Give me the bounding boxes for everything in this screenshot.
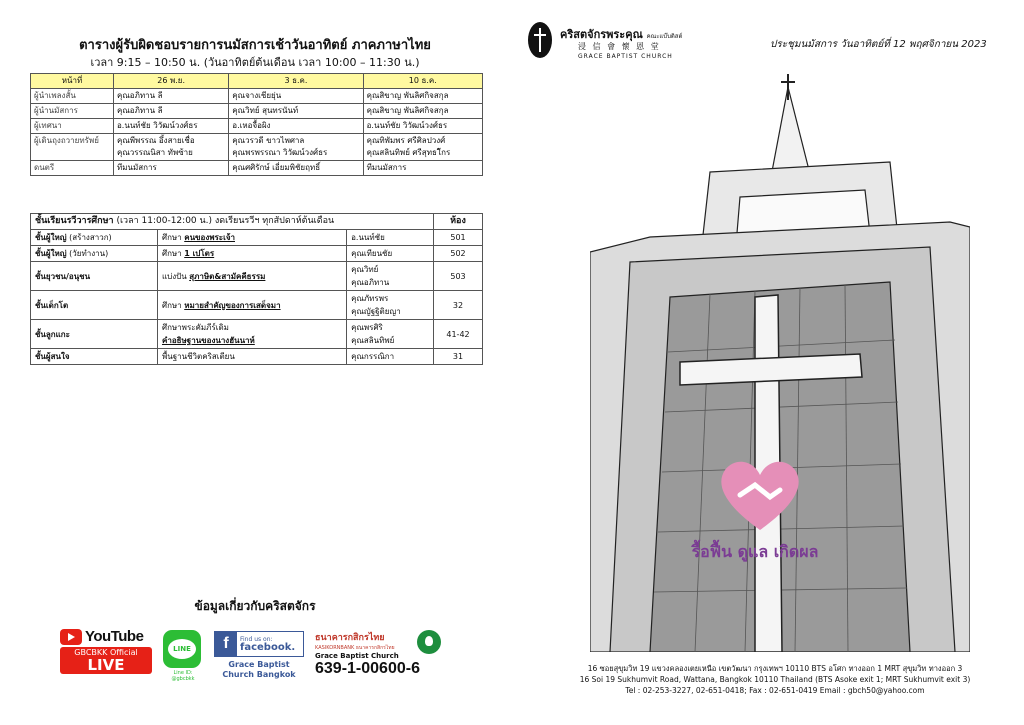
class-study [157,291,346,320]
cell-line: คุณพีพรรณ อึ้งสายเชื่อ [117,136,195,145]
study-topic: คนของพระเจ้า [184,233,235,242]
info-title: ข้อมูลเกี่ยวกับคริสตจักร [194,599,316,613]
class-teacher [347,262,434,291]
address-en: 16 Soi 19 Sukhumvit Road, Wattana, Bangkok 10110 Thailand (BTS Asoke exit 1; MRT Sukhumvit exit 3) [579,675,971,684]
role-cell: ดนตรี [31,161,114,176]
table-row [31,134,483,161]
church-name-cn: 浸 信 會 懷 恩 堂 [578,42,661,51]
cell: อ.นนท์ชัย วิวัฒน์วงศ์ธร [114,119,229,134]
youtube-icon [60,629,82,645]
classes-header-time: (เวลา 11:00-12:00 น.) งดเรียนรวีฯ ทุกสัปดาห์ต้นเดือน [116,216,335,226]
class-teacher: คุณเทียนชัย [347,246,434,262]
study-topic: 1 เปโตร [184,249,215,258]
bank-info [315,630,445,678]
class-room: 503 [434,262,483,291]
class-name-bold: ชั้นลูกแกะ [35,329,70,339]
header-date-2: 3 ธ.ค. [229,74,363,89]
table-row [31,161,483,176]
study-prefix: ศึกษาพระคัมภีร์เดิม [161,323,229,332]
study-topic: สุภาษิต&สามัคคีธรรม [189,271,266,281]
class-study [157,262,346,291]
class-teacher [347,320,434,349]
bank-account-number: 639-1-00600-6 [315,660,420,677]
role-cell: ผู้เทศนา [31,119,114,134]
class-study [157,320,346,349]
classes-table [30,213,483,365]
cell-line: คุณทิพัมพร ศรีศิลปวงศ์ [366,136,446,145]
class-name [31,320,158,349]
class-room: 32 [434,291,483,320]
teacher-line: คุณอภิทาน [351,278,390,287]
youtube-channel: GBCBKK Official [74,648,138,657]
contact-info: Tel : 02-253-3227, 02-651-0418; Fax : 02-651-0419 Email : gbch50@yahoo.com [625,686,925,695]
classes-header-row [31,214,483,230]
class-study: พื้นฐานชีวิตคริสเตียน [157,349,346,365]
church-name-th-main: คริสตจักรพระคุณ [560,28,643,41]
study-prefix: ศึกษา [161,249,182,258]
class-name [31,349,158,365]
table-row [31,246,483,262]
class-name-bold: ชั้นผู้ใหญ่ [35,249,67,258]
classes-header [31,214,434,230]
cell [229,134,363,161]
teacher-line: คุณวิทย์ [351,265,379,274]
teacher-line: คุณสลินทิพย์ [351,336,395,345]
class-room: 502 [434,246,483,262]
cell: ทีมนมัสการ [363,161,482,176]
line-wordmark: LINE [168,639,196,659]
study-topic: หมายสำคัญของการเสด็จมา [184,300,281,310]
teacher-line: คุณพรศิริ [351,323,383,332]
study-prefix: แบ่งปัน [161,271,187,281]
schedule-table [30,73,483,176]
class-name [31,246,158,262]
facebook-wordmark: facebook. [240,641,296,653]
study-topic: คำอธิษฐานของนางฮันนาห์ [161,336,255,345]
class-teacher: อ.นนท์ชัย [347,230,434,246]
address-th: 16 ซอยสุขุมวิท 19 แขวงคลองเตยเหนือ เขตวัฒนา กรุงเทพฯ 10110 BTS อโศก ทางออก 1 MRT สุขุมวิท ทางออก 3 [587,664,963,673]
cell: คุณสิขาญ พันลิศกิจสกุล [363,104,482,119]
cell: คุณอภิทาน ลี [114,104,229,119]
line-badge[interactable] [163,630,203,682]
study-prefix: ศึกษา [161,233,182,242]
church-name-th-small: คณะแบ๊บติสต์ [646,33,683,40]
youtube-badge[interactable] [60,628,152,688]
cell-line: คุณสลินทิพย์ ศรีสุทธโิกร [366,148,451,157]
table-row [31,320,483,349]
class-room: 31 [434,349,483,365]
bank-name: ธนาคารกสิกรไทย [315,633,385,643]
table-row [31,230,483,246]
line-id: Line ID: @gbcbkk [171,670,195,682]
class-room: 41-42 [434,320,483,349]
cell: คุณสิขาญ พันลิศกิจสกุล [363,89,482,104]
table-row [31,119,483,134]
table-row [31,262,483,291]
schedule-title: ตารางผู้รับผิดชอบรายการนมัสการเช้าวันอาทิตย์ ภาคภาษาไทย [79,38,431,53]
facebook-badge[interactable] [214,631,304,680]
church-logo-icon [528,22,552,58]
cell: อ.นนท์ชัย วิวัฒน์วงศ์ธร [363,119,482,134]
cell: คุณศศิรักษ์ เอี่ยมพิชัยฤทธิ์ [229,161,363,176]
schedule-header-row [31,74,483,89]
class-name [31,262,158,291]
header-date-1: 26 พ.ย. [114,74,229,89]
youtube-live: LIVE [87,656,125,674]
cell: อ.เหอจื้อผิง [229,119,363,134]
table-row [31,89,483,104]
table-row [31,349,483,365]
schedule-subtitle: เวลา 9:15 – 10:50 น. (วันอาทิตย์ต้นเดือน เวลา 10:00 – 11:30 น.) [90,56,420,69]
youtube-live-box [60,647,152,674]
cell: คุณอภิทาน ลี [114,89,229,104]
study-prefix: ศึกษา [161,300,182,310]
class-study [157,246,346,262]
teacher-line: คุณญัฐฐิติยญา [351,307,401,316]
cell-line: คุณวรวดี ขาวไพศาล [232,136,305,145]
cell: ทีมนมัสการ [114,161,229,176]
church-building-illustration [590,72,970,652]
address-block [540,663,1010,696]
cell [363,134,482,161]
bank-account-name: Grace Baptist Church [315,652,399,660]
youtube-header [60,628,152,645]
table-row [31,291,483,320]
role-cell: ผู้เดินถุงถวายทรัพย์ [31,134,114,161]
class-study [157,230,346,246]
facebook-page-name: Grace Baptist Church Bangkok [222,660,296,679]
youtube-wordmark: YouTube [85,628,144,645]
room-header-label: ห้อง [450,216,466,226]
class-sub: (วัยทำงาน) [69,249,109,258]
header-role: หน้าที่ [31,74,114,89]
class-name [31,230,158,246]
room-header [434,214,483,230]
facebook-box [214,631,304,657]
facebook-find: Find us on: [240,635,273,643]
class-room: 501 [434,230,483,246]
heart-handshake-icon [715,455,805,535]
slogan: รื้อฟื้น ดูแล เกิดผล [691,542,819,561]
cell: คุณวิทย์ สุนทรนันท์ [229,104,363,119]
class-name-bold: ชั้นเด็กโต [35,300,69,310]
facebook-text [237,636,295,653]
class-teacher: คุณกรรณิกา [347,349,434,365]
church-name-en: GRACE BAPTIST CHURCH [578,53,673,60]
class-name [31,291,158,320]
table-row [31,104,483,119]
cell [114,134,229,161]
header-date-3: 10 ธ.ค. [363,74,482,89]
role-cell: ผู้นำเพลงสั้น [31,89,114,104]
class-name-bold: ชั้นผู้ใหญ่ [35,233,67,242]
service-date: ประชุมนมัสการ วันอาทิตย์ที่ 12 พฤศจิกายน 2023 [770,39,987,50]
class-name-bold: ชั้นผู้สนใจ [35,352,70,361]
line-icon [163,630,201,668]
facebook-icon: f [215,632,237,656]
class-sub: (สร้างสาวก) [69,233,112,242]
class-name-bold: ชั้นยุวชน/อนุชน [35,271,91,281]
role-cell: ผู้นำนมัสการ [31,104,114,119]
teacher-line: คุณภัทรพร [351,294,389,303]
cell-line: คุณวรรณนิสา ทัพซ้าย [117,148,193,157]
class-teacher [347,291,434,320]
kbank-logo-icon [417,630,441,654]
classes-header-bold: ชั้นเรียนรวีวารศึกษา [35,216,114,226]
cell: คุณจางเชียยุ่น [229,89,363,104]
bank-name-en: KASIKORNBANK ธนาคารกสิกรไทย [315,645,395,651]
cell-line: คุณพรพรรณา วิวัฒน์วงศ์ธร [232,148,328,157]
